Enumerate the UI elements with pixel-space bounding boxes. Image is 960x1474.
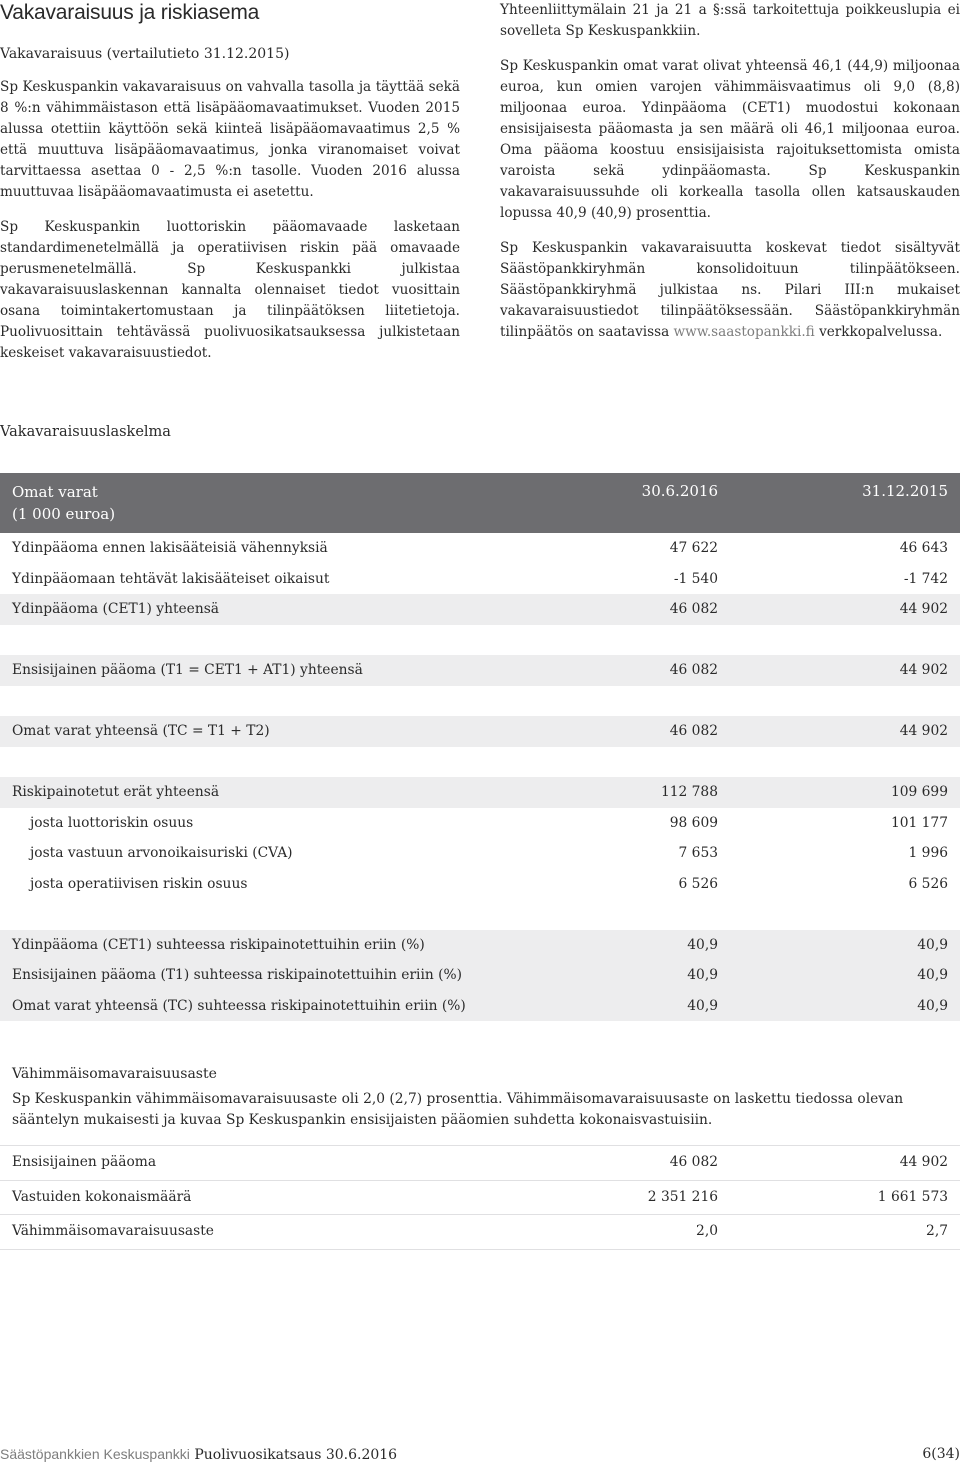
row-label: Ensisijainen pääoma (T1) suhteessa riskipainotettuihin eriin (%) [12, 967, 463, 983]
row-value-col2: 101 177 [890, 814, 948, 831]
right-paragraph-3 [500, 238, 960, 343]
right-paragraph-3-tail: verkkopalvelussa. [819, 324, 943, 340]
row-value-col1: -1 540 [673, 570, 718, 587]
row-value-col1: 40,9 [687, 997, 718, 1014]
row-value-col2: 46 643 [899, 540, 948, 556]
table-row [0, 777, 960, 808]
table-row [0, 991, 960, 1022]
leverage-title: Vähimmäisomavaraisuusaste [12, 1066, 217, 1082]
row-value-col2: 40,9 [917, 997, 948, 1014]
row-label: Riskipainotetut erät yhteensä [12, 784, 220, 800]
capital-table [0, 473, 960, 1021]
row-label: Ensisijainen pääoma [12, 1154, 157, 1170]
header-label-line2: (1 000 euroa) [12, 505, 116, 523]
table-row [0, 808, 960, 839]
header-label-line1: Omat varat [12, 483, 98, 501]
row-value-col1: 7 653 [678, 845, 718, 861]
table-row [0, 930, 960, 961]
row-label: josta operatiivisen riskin osuus [30, 875, 248, 892]
row-label: josta luottoriskin osuus [30, 814, 194, 831]
header-col2: 31.12.2015 [862, 482, 948, 500]
footer-publication: Puolivuosikatsaus 30.6.2016 [194, 1447, 398, 1463]
left-heading: Vakavaraisuus (vertailutieto 31.12.2015) [0, 46, 290, 62]
page-title: Vakavaraisuus ja riskiasema [0, 1, 260, 24]
footer [0, 1446, 960, 1463]
row-label: Vähimmäisomavaraisuusaste [12, 1223, 214, 1239]
row-value-col1: 2 351 216 [647, 1188, 718, 1205]
row-value-col2: 6 526 [908, 875, 948, 892]
table-row [0, 1215, 960, 1250]
row-value-col2: 109 699 [890, 784, 948, 800]
table-row [0, 533, 960, 564]
table-header [0, 473, 960, 533]
table-row [0, 564, 960, 595]
left-paragraph-2: Sp Keskuspankin luottoriskin pääomavaade lasketaan standardimenetelmällä ja operatiivisen riskin pää omavaade perusmenetelmällä. Sp Keskuspankki julkistaa vakavaraisuuslaskennan kannalta olennaiset tiedot vuosittain osana toimintakertomustaan ja tilinpäätöksen liitetietoja. Puolivuosittain tehtävässä puolivuosikatsauksessa julkistetaan keskeiset vakavaraisuustiedot. [0, 219, 460, 361]
table-row [0, 1181, 960, 1216]
footer-brand: Säästöpankkien Keskuspankki [0, 1446, 190, 1462]
row-value-col2: 2,7 [926, 1223, 948, 1239]
row-value-col1: 40,9 [687, 967, 718, 983]
row-label: Ydinpääoma ennen lakisääteisiä vähennyksiä [12, 540, 328, 556]
row-value-col1: 46 082 [669, 601, 718, 617]
row-value-col1: 46 082 [669, 662, 718, 678]
row-value-col1: 40,9 [687, 936, 718, 953]
row-label: Omat varat yhteensä (TC = T1 + T2) [12, 723, 270, 739]
header-label [12, 481, 115, 525]
row-value-col2: 44 902 [899, 662, 948, 678]
row-value-col2: 44 902 [899, 723, 948, 739]
right-column [500, 0, 960, 357]
row-label: Omat varat yhteensä (TC) suhteessa riskipainotettuihin eriin (%) [12, 997, 466, 1014]
row-value-col2: 44 902 [899, 601, 948, 617]
row-value-col2: 1 661 573 [877, 1188, 948, 1205]
row-value-col1: 112 788 [660, 784, 718, 800]
row-value-col1: 47 622 [669, 540, 718, 556]
right-paragraph-1: Yhteenliittymälain 21 ja 21 a §:ssä tarkoitettuja poikkeuslupia ei sovelleta Sp Keskuspankkiin. [500, 2, 960, 39]
row-value-col1: 6 526 [678, 875, 718, 892]
table-row [0, 594, 960, 625]
row-label: josta vastuun arvonoikaisuriski (CVA) [30, 845, 293, 861]
left-paragraph-1: Sp Keskuspankin vakavaraisuus on vahvalla tasolla ja täyttää sekä 8 %:n vähimmäistason että lisäpääomavaatimukset. Vuoden 2015 alussa otettiin käyttöön sekä kiinteä lisäpääomavaatimus 2,5 % että muuttuva lisäpääomavaatimus, jonka viranomaiset voivat tarvittaessa asettaa 0 - 2,5 %:n tasolle. Vuoden 2016 alussa muuttuvaa lisäpääomavaatimusta ei asetettu. [0, 79, 460, 200]
table-row [0, 869, 960, 900]
row-label: Ydinpääoma (CET1) yhteensä [12, 601, 220, 617]
row-value-col1: 46 082 [669, 723, 718, 739]
row-value-col2: 1 996 [908, 845, 948, 861]
leverage-table [0, 1145, 960, 1250]
row-value-col1: 46 082 [669, 1154, 718, 1170]
table-row [0, 655, 960, 686]
row-value-col2: 40,9 [917, 936, 948, 953]
right-paragraph-3-text: Sp Keskuspankin vakavaraisuutta koskevat tiedot sisältyvät Säästöpankkiryhmän konsolidoituun tilinpäätökseen. Säästöpankkiryhmä julkistaa ns. Pilari III:n mukaiset vakavaraisuustiedot tilinpäätöksessään. Säästöpankkiryhmän tilinpäätös on saatavissa [500, 240, 960, 340]
leverage-text: Sp Keskuspankin vähimmäisomavaraisuusaste oli 2,0 (2,7) prosenttia. Vähimmäisomavaraisuusaste on laskettu tiedossa olevan sääntelyn mukaisesti ja kuvaa Sp Keskuspankin ensisijaisten pääomien suhdetta kokonaisvastuisiin. [12, 1091, 904, 1128]
row-value-col2: 44 902 [899, 1154, 948, 1170]
row-label: Vastuiden kokonaismäärä [12, 1188, 192, 1205]
website-link[interactable]: www.saastopankki.fi [673, 324, 815, 340]
row-label: Ensisijainen pääoma (T1 = CET1 + AT1) yhteensä [12, 662, 363, 678]
row-value-col2: 40,9 [917, 967, 948, 983]
right-paragraph-2: Sp Keskuspankin omat varat olivat yhteensä 46,1 (44,9) miljoonaa euroa, kun omien varojen vähimmäisvaatimus oli 9,0 (8,8) miljoonaa euroa. Ydinpääoma (CET1) muodostui kokonaan ensisijaisesta pääomasta ja sen määrä oli 46,1 miljoonaa euroa. Oma pääoma koostuu ensisijaisista rajoituksettomista omista varoista sekä ydinpääomasta. Sp Keskuspankin vakavaraisuussuhde oli korkealla tasolla ollen katsauskauden lopussa 40,9 (40,9) prosenttia. [500, 58, 960, 221]
left-column [0, 44, 460, 378]
row-value-col2: -1 742 [903, 570, 948, 587]
table-row [0, 1145, 960, 1181]
table-row [0, 716, 960, 747]
header-col1: 30.6.2016 [641, 482, 718, 500]
table-row [0, 960, 960, 991]
table-row [0, 838, 960, 869]
page-number: 6(34) [922, 1446, 960, 1462]
section-title: Vakavaraisuuslaskelma [0, 424, 171, 440]
row-value-col1: 98 609 [669, 814, 718, 831]
row-value-col1: 2,0 [696, 1223, 718, 1239]
row-label: Ydinpääoma (CET1) suhteessa riskipainotettuihin eriin (%) [12, 936, 425, 953]
row-label: Ydinpääomaan tehtävät lakisääteiset oikaisut [12, 570, 330, 587]
